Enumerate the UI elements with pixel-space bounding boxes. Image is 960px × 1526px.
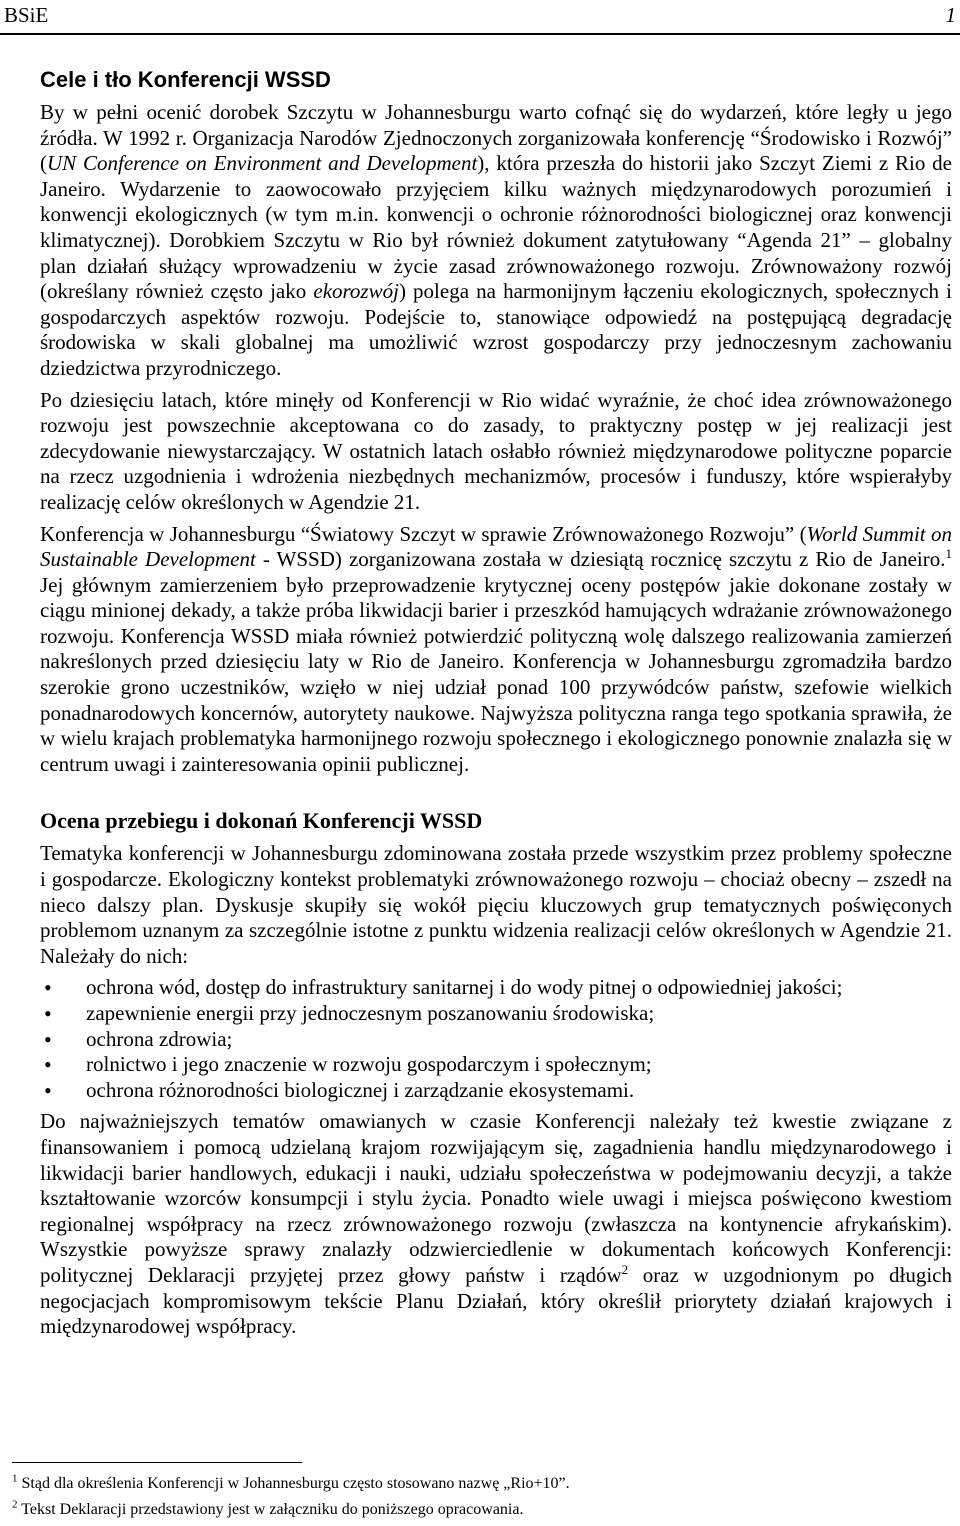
paragraph: Konferencja w Johannesburgu “Światowy Szczyt w sprawie Zrównoważonego Rozwoju” (World Summit on Sustainable Development - WSSD) zorganizowana została w dziesiątą rocznicę szczytu z Rio de Janeiro.$^1$ Jej głównym zamierzeniem było przeprowadzenie krytycznej oceny postępów jakie dokonane zostały w ciągu minionej dekady, a także próba likwidacji barier i przeszkód hamujących wdrażanie zrównoważonego rozwoju. Konferencja WSSD miała również potwierdzić polityczną wolę dalszego realizowania zamierzeń nakreślonych przed dziesięciu laty w Rio de Janeiro. Konferencja w Johannesburgu zgromadziła bardzo szerokie grono uczestników, wzięło w niej udział ponad 100 przywódców państw, szefowie wielkich ponadnarodowych koncernów, autorytety naukowe. Najwyższa polityczna ranga tego spotkania sprawiła, że w wielu krajach problematyka harmonijnego rozwoju społecznego i ekologicznego ponownie znalazła się w centrum uwagi i zainteresowania opinii publicznej.	[40, 521, 953, 776]
paragraph: By w pełni ocenić dorobek Szczytu w Johannesburgu warto cofnąć się do wydarzeń, które legły u jego źródła. W 1992 r. Organizacja Narodów Zjednoczonych zorganizowała konferencję “Środowisko i Rozwój” (UN Conference on Environment and Development), która przeszła do historii jako Szczyt Ziemi z Rio de Janeiro. Wydarzenie to zaowocowało przyjęciem kilku ważnych międzynarodowych porozumień i konwencji ekologicznych (w tym m.in. konwencji o ochronie różnorodności biologicznej oraz konwencji klimatycznej). Dorobkiem Szczytu w Rio był również dokument zatytułowany “Agenda 21” – globalny plan działań służący wprowadzeniu w życie zasad zrównoważonego rozwoju. Zrównoważony rozwój (określany również często jako ekorozwój) polega na harmonijnym łączeniu ekologicznych, społecznych i gospodarczych aspektów rozwoju. Podejście to, stanowiące odpowiedź na postępującą degradację środowiska w skali globalnej ma umożliwić wzrost gospodarczy przy jednoczesnym zachowaniu dziedzictwa przyrodniczego.	[40, 100, 952, 380]
footnote: $^1$ Stąd dla określenia Konferencji w Johannesburgu często stosowano nazwę „Rio+10”.	[12, 1472, 570, 1492]
footnote-ref[interactable]: 1	[945, 546, 953, 562]
footnote-ref[interactable]: 2	[621, 1261, 629, 1277]
list-item: • ochrona różnorodności biologicznej i zarządzanie ekosystemami.	[40, 1078, 952, 1104]
list-item: • zapewnienie energii przy jednoczesnym poszanowaniu środowiska;	[40, 1001, 952, 1027]
list-item: • ochrona wód, dostęp do infrastruktury sanitarnej i do wody pitnej o odpowiedniej jakości;	[40, 975, 952, 1001]
document-body	[40, 66, 952, 1340]
header-title: BSiE	[4, 2, 49, 27]
list-item: • ochrona zdrowia;	[40, 1027, 952, 1053]
running-header	[4, 0, 956, 30]
footnote: $^2$ Tekst Deklaracji przedstawiony jest w załączniku do poniższego opracowania.	[12, 1498, 524, 1518]
footnotes	[12, 1462, 952, 1525]
paragraph: Tematyka konferencji w Johannesburgu zdominowana została przede wszystkim przez problemy społeczne i gospodarcze. Ekologiczny kontekst problematyki zrównoważonego rozwoju – chociaż obecny – zszedł na nieco dalszy plan. Dyskusje skupiły się wokół pięciu kluczowych grup tematycznych poświęconych problemom uznanym za szczególnie istotne z punktu widzenia realizacji celów określonych w Agendzie 21. Należały do nich:	[40, 841, 952, 968]
footnote-rule	[12, 1462, 302, 1463]
paragraph: Po dziesięciu latach, które minęły od Konferencji w Rio widać wyraźnie, że choć idea zrównoważonego rozwoju jest powszechnie akceptowana co do zasady, to praktyczny postęp w jej realizacji jest zdecydowanie niewystarczający. W ostatnich latach osłabło również międzynarodowe polityczne poparcie na rzecz uzgodnienia i wdrożenia niezbędnych mechanizmów, procesów i funduszy, które wspierałyby realizację celów określonych w Agendzie 21.	[40, 387, 952, 514]
list-item: • rolnictwo i jego znaczenie w rozwoju gospodarczym i społecznym;	[40, 1052, 952, 1078]
section-heading-ocena: Ocena przebiegu i dokonań Konferencji WSSD	[40, 808, 483, 834]
bullet-list	[40, 975, 952, 1103]
header-rule	[0, 33, 960, 35]
page-number: 1	[945, 2, 956, 27]
section-heading-cele: Cele i tło Konferencji WSSD	[40, 67, 331, 92]
paragraph: Do najważniejszych tematów omawianych w czasie Konferencji należały też kwestie związane z finansowaniem i pomocą udzielaną krajom rozwijającym się, zagadnienia handlu międzynarodowego i likwidacji barier handlowych, edukacji i nauki, udziału społeczeństwa w podejmowaniu decyzji, a także kształtowanie wzorców konsumpcji i stylu życia. Ponadto wiele uwagi i miejsca poświęcono kwestiom regionalnej współpracy na rzecz zrównoważonego rozwoju (zwłaszcza na kontynencie afrykańskim). Wszystkie powyższe sprawy znalazły odzwierciedlenie w dokumentach końcowych Konferencji: politycznej Deklaracji przyjętej przez głowy państw i rządów$^2$ oraz w uzgodnionym po długich negocjacjach kompromisowym tekście Planu Działań, który określił priorytety działań krajowych i międzynarodowej współpracy.	[40, 1109, 952, 1339]
